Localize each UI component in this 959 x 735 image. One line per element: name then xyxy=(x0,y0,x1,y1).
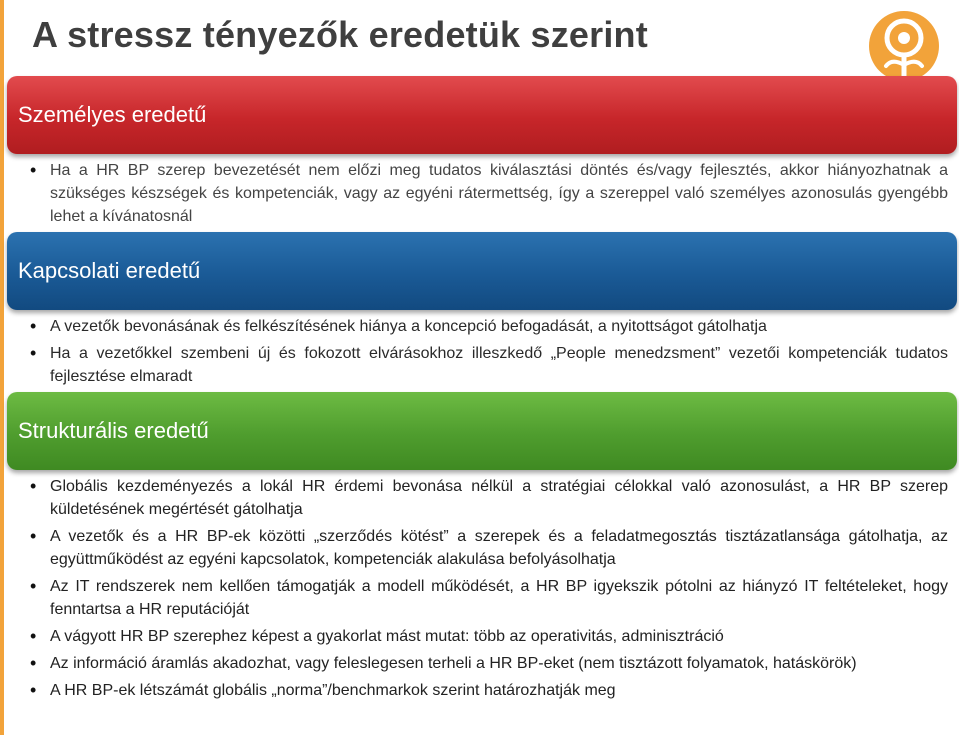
list-item: • A HR BP-ek létszámát globális „norma”/benchmarkok szerint határozhatják meg xyxy=(30,679,948,702)
page-title: A stressz tényezők eredetük szerint xyxy=(32,14,648,55)
section-heading: Kapcsolati eredetű xyxy=(18,258,201,283)
left-accent-bar xyxy=(0,0,4,735)
list-item: • A vágyott HR BP szerephez képest a gyakorlat mást mutat: több az operativitás, adminisztráció xyxy=(30,625,948,648)
sprout-logo-icon xyxy=(868,10,940,82)
section-heading: Személyes eredetű xyxy=(18,102,207,127)
list-item: • A vezetők és a HR BP-ek közötti „szerződés kötést” a szerepek és a feladatmegosztás tisztázatlansága gátolhatja, az együttműködést az egyéni kapcsolatok, kompetenciák alakulása befolyásolhatja xyxy=(30,525,948,571)
list-item: • Ha a vezetőkkel szembeni új és fokozott elvárásokhoz illeszkedő „People menedzsment” vezetői kompetenciák tudatos fejlesztése elmaradt xyxy=(30,342,948,388)
list-item: • Globális kezdeményezés a lokál HR érdemi bevonása nélkül a stratégiai célokkal való azonosulást, a HR BP szerep küldetésének megértését gátolhatja xyxy=(30,475,948,521)
section-heading: Strukturális eredetű xyxy=(18,418,209,443)
section-banner-relational xyxy=(7,232,957,310)
list-item: • Az információ áramlás akadozhat, vagy feleslegesen terheli a HR BP-eket (nem tisztázott folyamatok, hatáskörök) xyxy=(30,652,948,675)
list-item: • A vezetők bevonásának és felkészítésének hiánya a koncepció befogadását, a nyitottságot gátolhatja xyxy=(30,315,948,338)
bullet-list-relational xyxy=(30,315,948,392)
bullet-list-personal xyxy=(30,159,948,228)
section-banner-structural xyxy=(7,392,957,470)
list-item: • Ha a HR BP szerep bevezetését nem előzi meg tudatos kiválasztási döntés és/vagy fejlesztés, akkor hiányozhatnak a szükséges készségek és kompetenciák, vagy az egyéni rátermettség, így a szereppel való személyes azonosulás gyengébb lehet a kívánatosnál xyxy=(30,159,948,228)
bullet-list-structural xyxy=(30,475,948,706)
list-item: • Az IT rendszerek nem kellően támogatják a modell működését, a HR BP igyekszik pótolni az hiányzó IT feltételeket, hogy fenntartsa a HR reputációját xyxy=(30,575,948,621)
section-banner-personal xyxy=(7,76,957,154)
